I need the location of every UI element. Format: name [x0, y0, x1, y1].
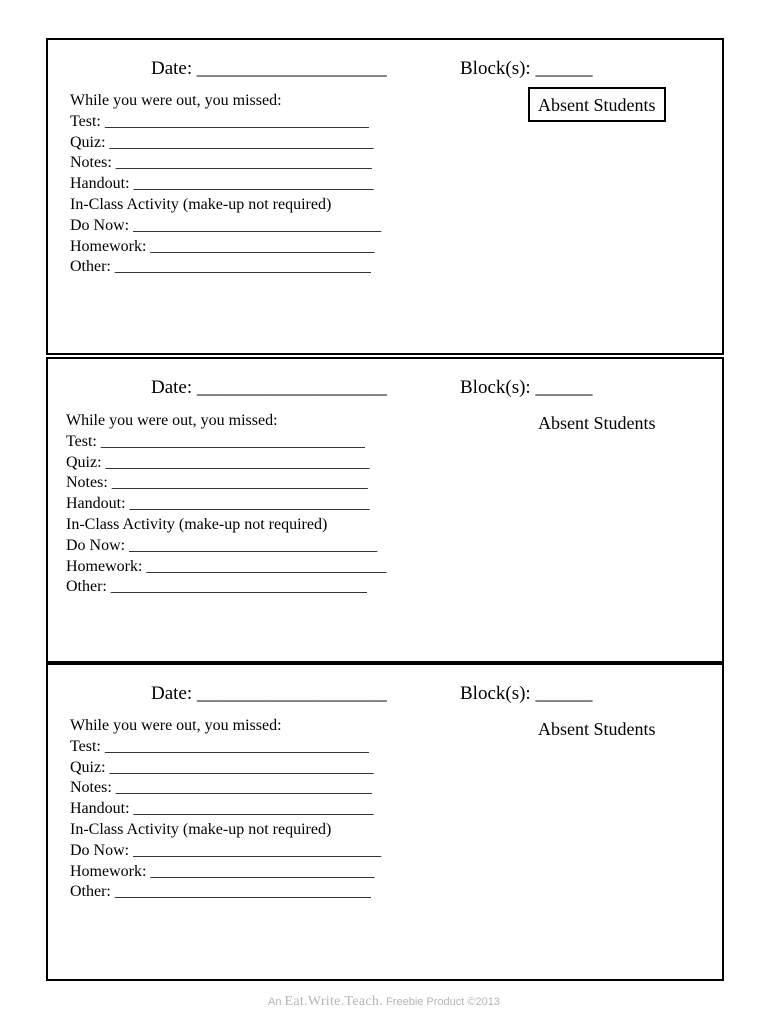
block-field[interactable]: Block(s): ______: [460, 58, 593, 79]
other-field[interactable]: Other: ________________________________: [66, 578, 367, 596]
test-field[interactable]: Test: _________________________________: [66, 432, 365, 450]
test-field[interactable]: Test: _________________________________: [70, 737, 369, 755]
notes-field[interactable]: Notes: ________________________________: [70, 154, 372, 172]
in-class-activity-label: In-Class Activity (make-up not required): [70, 195, 332, 213]
date-field[interactable]: Date: ____________________: [151, 58, 387, 79]
missed-heading: While you were out, you missed:: [70, 92, 282, 109]
quiz-field[interactable]: Quiz: _________________________________: [66, 453, 370, 471]
homework-field[interactable]: Homework: ____________________________: [70, 862, 375, 880]
block-field[interactable]: Block(s): ______: [460, 377, 593, 398]
test-field[interactable]: Test: _________________________________: [70, 112, 369, 130]
absent-card-1: [46, 38, 724, 355]
other-field[interactable]: Other: ________________________________: [70, 258, 371, 276]
absent-students-label: Absent Students: [538, 719, 656, 739]
quiz-field[interactable]: Quiz: _________________________________: [70, 133, 374, 151]
absent-students-label: Absent Students: [528, 87, 666, 122]
missed-heading: While you were out, you missed:: [70, 717, 282, 734]
notes-field[interactable]: Notes: ________________________________: [70, 779, 372, 797]
missed-list: [66, 411, 386, 598]
absent-card-3: [46, 663, 724, 981]
date-field[interactable]: Date: ____________________: [151, 377, 387, 398]
notes-field[interactable]: Notes: ________________________________: [66, 474, 368, 492]
missed-list: [70, 716, 381, 903]
footer-suffix: Freebie Product ©2013: [386, 996, 500, 1008]
in-class-activity-label: In-Class Activity (make-up not required): [70, 820, 332, 838]
missed-heading: While you were out, you missed:: [66, 412, 278, 429]
homework-field[interactable]: Homework: ____________________________: [70, 237, 375, 255]
do-now-field[interactable]: Do Now: _______________________________: [66, 536, 378, 554]
homework-field[interactable]: Homework: ______________________________: [66, 557, 387, 575]
absent-card-2: [46, 357, 724, 663]
missed-list: [70, 91, 381, 278]
absent-students-label: Absent Students: [538, 413, 656, 433]
handout-field[interactable]: Handout: ______________________________: [70, 175, 374, 193]
do-now-field[interactable]: Do Now: _______________________________: [70, 841, 382, 859]
do-now-field[interactable]: Do Now: _______________________________: [70, 216, 382, 234]
footer-credit: [0, 994, 768, 1010]
footer-brand: Eat.Write.Teach.: [284, 994, 384, 1009]
block-field[interactable]: Block(s): ______: [460, 683, 593, 704]
footer-prefix: An: [268, 996, 282, 1008]
handout-field[interactable]: Handout: ______________________________: [66, 495, 370, 513]
other-field[interactable]: Other: ________________________________: [70, 883, 371, 901]
handout-field[interactable]: Handout: ______________________________: [70, 800, 374, 818]
in-class-activity-label: In-Class Activity (make-up not required): [66, 515, 328, 533]
quiz-field[interactable]: Quiz: _________________________________: [70, 758, 374, 776]
date-field[interactable]: Date: ____________________: [151, 683, 387, 704]
